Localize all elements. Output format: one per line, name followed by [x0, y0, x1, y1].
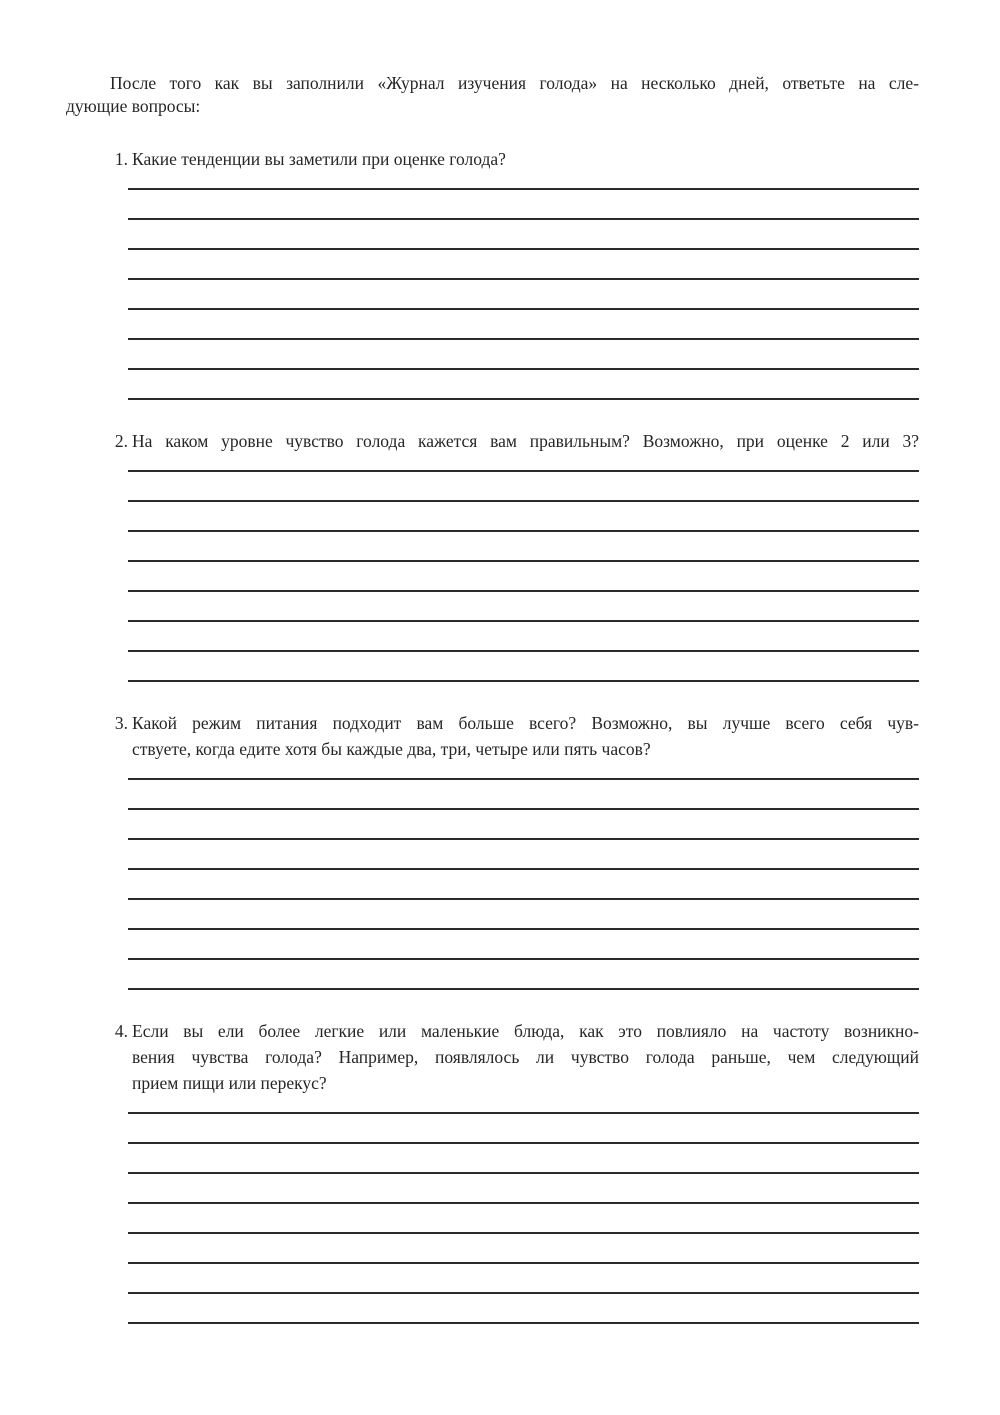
answer-line	[128, 1174, 919, 1204]
question-item	[66, 710, 919, 990]
question-number: 3.	[114, 713, 128, 733]
answer-line	[128, 762, 919, 780]
question-number: 1.	[114, 149, 128, 169]
answer-line	[128, 1114, 919, 1144]
text-line: После того как вы заполнили «Журнал изучения голода» на несколько дней, ответьте на сле-	[110, 73, 919, 93]
answer-line	[128, 532, 919, 562]
answer-line	[128, 592, 919, 622]
question-number: 2.	[114, 431, 128, 451]
answer-line	[128, 930, 919, 960]
text-line: вения чувства голода? Например, появлялось ли чувство голода раньше, чем следующий	[132, 1047, 919, 1067]
text-line: ствуете, когда едите хотя бы каждые два, три, четыре или пять часов?	[132, 739, 651, 759]
answer-line	[128, 340, 919, 370]
answer-line	[128, 250, 919, 280]
answer-line	[128, 562, 919, 592]
answer-line	[128, 220, 919, 250]
question-item	[66, 1018, 919, 1324]
question-text	[66, 710, 919, 762]
answer-line	[128, 310, 919, 340]
question-text	[66, 428, 919, 454]
question-item	[66, 428, 919, 682]
answer-lines	[128, 172, 919, 400]
answer-line	[128, 780, 919, 810]
answer-line	[128, 1234, 919, 1264]
answer-line	[128, 840, 919, 870]
text-line: прием пищи или перекус?	[132, 1073, 327, 1093]
answer-line	[128, 900, 919, 930]
answer-line	[128, 652, 919, 682]
answer-line	[128, 1096, 919, 1114]
answer-line	[128, 1294, 919, 1324]
answer-line	[128, 622, 919, 652]
text-line: дующие вопросы:	[66, 96, 201, 116]
question-list	[66, 146, 919, 1324]
answer-line	[128, 280, 919, 310]
answer-line	[128, 1264, 919, 1294]
text-line: Какие тенденции вы заметили при оценке голода?	[132, 149, 506, 169]
answer-line	[128, 172, 919, 190]
text-line: Какой режим питания подходит вам больше всего? Возможно, вы лучше всего себя чув-	[132, 713, 919, 733]
question-number: 4.	[114, 1021, 128, 1041]
answer-line	[128, 502, 919, 532]
text-line: Если вы ели более легкие или маленькие блюда, как это повлияло на частоту возникно-	[132, 1021, 919, 1041]
answer-line	[128, 1204, 919, 1234]
answer-lines	[128, 454, 919, 682]
answer-line	[128, 454, 919, 472]
answer-line	[128, 370, 919, 400]
text-line: На каком уровне чувство голода кажется вам правильным? Возможно, при оценке 2 или 3?	[132, 431, 919, 451]
intro-paragraph	[66, 72, 919, 118]
answer-line	[128, 1144, 919, 1174]
answer-line	[128, 810, 919, 840]
question-item	[66, 146, 919, 400]
answer-line	[128, 472, 919, 502]
answer-line	[128, 960, 919, 990]
answer-line	[128, 190, 919, 220]
answer-lines	[128, 1096, 919, 1324]
question-text	[66, 1018, 919, 1096]
answer-lines	[128, 762, 919, 990]
question-text	[66, 146, 919, 172]
answer-line	[128, 870, 919, 900]
